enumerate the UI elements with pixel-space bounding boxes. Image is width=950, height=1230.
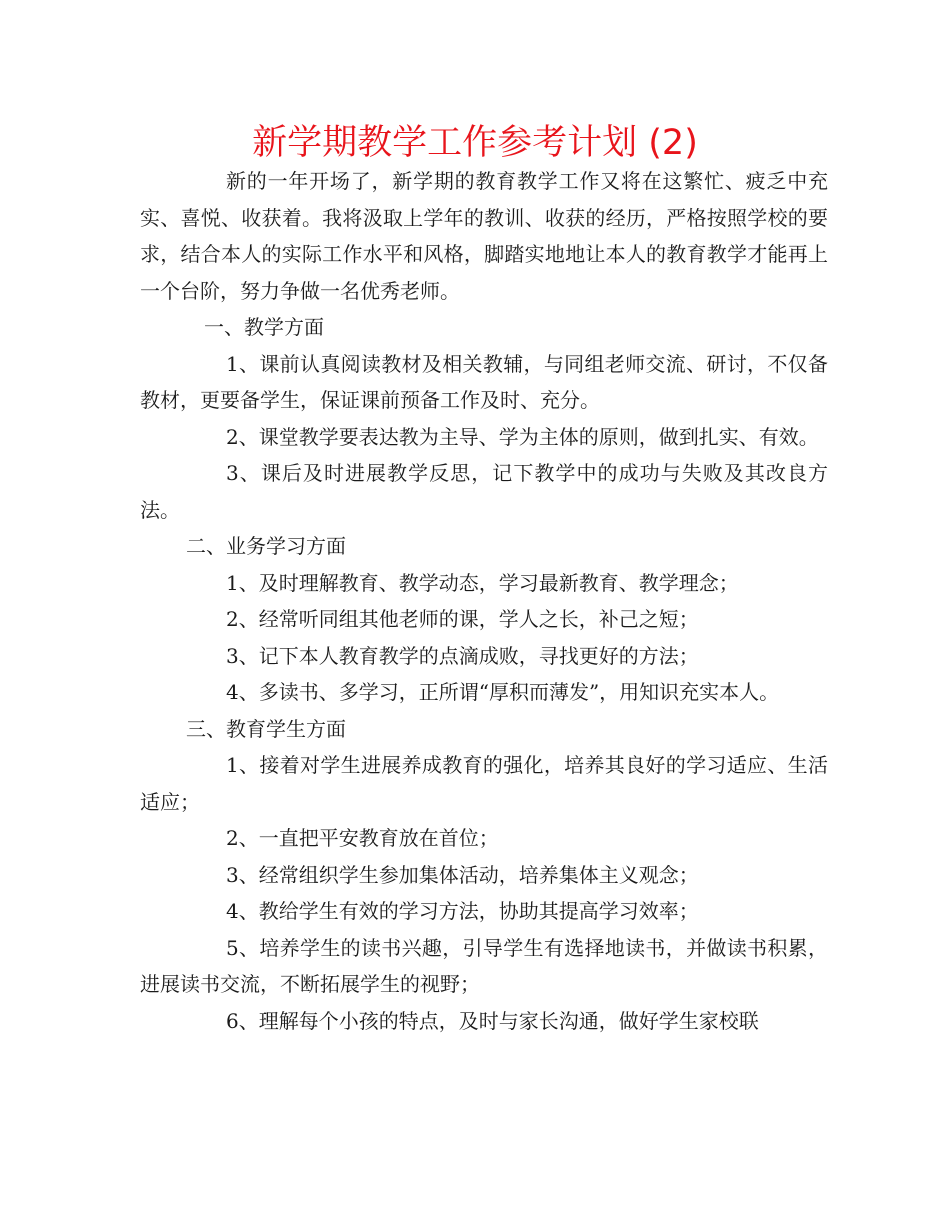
paragraph-item: 6、理解每个小孩的特点，及时与家长沟通，做好学生家校联 [226,1008,759,1033]
paragraph-item: 3、记下本人教育教学的点滴成败，寻找更好的方法； [226,643,699,668]
paragraph-item: 4、教给学生有效的学习方法，协助其提高学习效率； [226,899,699,923]
paragraph-item: 2、课堂教学要表达教为主导、学为主体的原则，做到扎实、有效。 [226,424,819,449]
paragraph-item: 1、及时理解教育、教学动态，学习最新教育、教学理念； [226,570,739,595]
document-body [140,163,828,1039]
section-heading-teaching: 一、教学方面 [204,315,324,339]
paragraph-item: 2、经常听同组其他老师的课，学人之长，补己之短； [226,607,699,631]
paragraph-item: 1、课前认真阅读教材及相关教辅，与同组老师交流、研讨，不仅备教材，更要备学生，保证课前预备工作及时、充分。 [140,351,828,412]
paragraph-item: 3、课后及时进展教学反思，记下教学中的成功与失败及其改良方法。 [140,461,828,522]
paragraph-intro: 新的一年开场了，新学期的教育教学工作又将在这繁忙、疲乏中充实、喜悦、收获着。我将汲取上学年的教训、收获的经历，严格按照学校的要求，结合本人的实际工作水平和风格，脚踏实地地让本人的教育教学才能再上一个台阶，努力争做一名优秀老师。 [140,169,828,303]
paragraph-item: 1、接着对学生进展养成教育的强化，培养其良好的学习适应、生活适应； [140,753,828,814]
section-heading-study: 二、业务学习方面 [186,534,346,558]
paragraph-item: 4、多读书、多学习，正所谓“厚积而薄发”，用知识充实本人。 [226,680,780,704]
paragraph-item: 2、一直把平安教育放在首位； [226,826,499,850]
document-title: 新学期教学工作参考计划 (2) [252,123,698,163]
paragraph-item: 5、培养学生的读书兴趣，引导学生有选择地读书，并做读书积累，进展读书交流，不断拓展学生的视野； [140,935,828,996]
paragraph-item: 3、经常组织学生参加集体活动，培养集体主义观念； [226,862,699,887]
section-heading-students: 三、教育学生方面 [186,716,346,741]
